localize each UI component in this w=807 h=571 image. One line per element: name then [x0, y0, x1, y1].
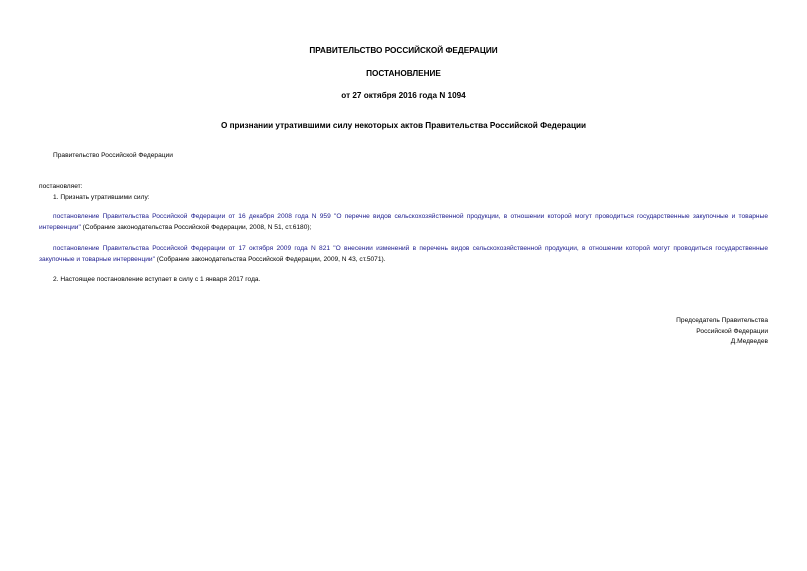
government-heading: ПРАВИТЕЛЬСТВО РОССИЙСКОЙ ФЕДЕРАЦИИ	[309, 46, 498, 55]
document-date-number: от 27 октября 2016 года N 1094	[341, 91, 466, 100]
intro-text: Правительство Российской Федерации	[53, 152, 173, 159]
act-1-link[interactable]: постановление Правительства Российской Федерации от 16 декабря 2008 года N 959 "О перечне видов сельскохозяйственной продукции, в отношении которой могут проводиться государственные закупочные и товарные интервенции"	[39, 213, 768, 231]
decides-text: постановляет:	[39, 183, 83, 190]
signature-name: Д.Медведев	[730, 338, 768, 345]
act-1-source: (Собрание законодательства Российской Федерации, 2008, N 51, ст.6180);	[80, 223, 312, 231]
act-2-link[interactable]: постановление Правительства Российской Федерации от 17 октября 2009 года N 821 "О внесении изменений в перечень видов сельскохозяйственной продукции, в отношении которой могут проводиться государственные закупочные и товарные интервенции"	[39, 245, 768, 263]
item-1-text: 1. Признать утратившими силу:	[53, 194, 150, 201]
document-title: О признании утратившими силу некоторых актов Правительства Российской Федерации	[220, 121, 587, 130]
repealed-act-2	[39, 244, 768, 265]
signature-position-line2: Российской Федерации	[696, 328, 768, 335]
document-type-heading: ПОСТАНОВЛЕНИЕ	[366, 69, 441, 78]
item-2-text: 2. Настоящее постановление вступает в силу с 1 января 2017 года.	[53, 276, 261, 283]
repealed-act-1	[39, 212, 768, 233]
act-2-source: (Собрание законодательства Российской Федерации, 2009, N 43, ст.5071).	[154, 255, 386, 263]
signature-position-line1: Председатель Правительства	[676, 317, 768, 324]
